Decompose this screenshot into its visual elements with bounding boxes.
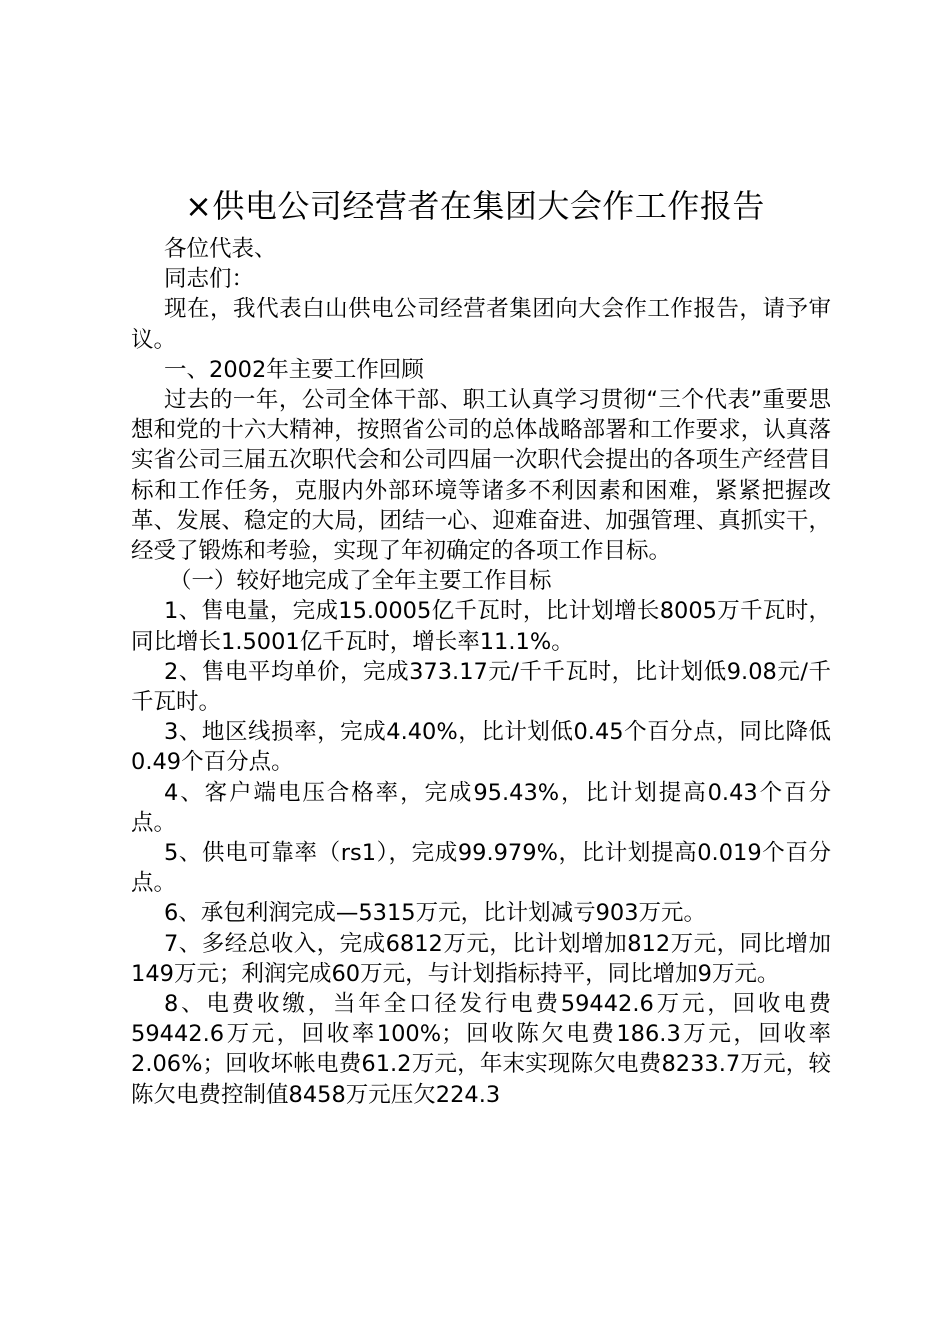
document-title: ×供电公司经营者在集团大会作工作报告 [185,187,765,225]
document-body [131,234,831,1110]
list-item: 3、地区线损率，完成4.40%，比计划低0.45个百分点，同比降低0.49个百分点。 [131,719,831,776]
salutation-line: 各位代表、 [164,236,277,262]
list-item: 4、客户端电压合格率，完成95.43%，比计划提高0.43个百分点。 [131,779,831,836]
list-item: 7、多经总收入，完成6812万元，比计划增加812万元，同比增加149万元；利润完成60万元，与计划指标持平，同比增加9万元。 [131,930,831,987]
subsection-heading: （一）较好地完成了全年主要工作目标 [169,568,552,595]
list-item: 5、供电可靠率（rs1），完成99.979%，比计划提高0.019个百分点。 [131,840,831,897]
body-paragraph: 过去的一年，公司全体干部、职工认真学习贯彻“三个代表”重要思想和党的十六大精神，按照省公司的总体战略部署和工作要求，认真落实省公司三届五次职代会和公司四届一次职代会提出的各项生产经营目标和工作任务，克服内外部环境等诸多不利因素和困难，紧紧把握改革、发展、稳定的大局，团结一心、迎难奋进、加强管理、真抓实干，经受了锻炼和考验，实现了年初确定的各项工作目标。 [131,387,831,565]
intro-paragraph: 现在，我代表白山供电公司经营者集团向大会作工作报告，请予审议。 [131,296,831,353]
section-heading: 一、2002年主要工作回顾 [164,356,424,383]
list-item: 2、售电平均单价，完成373.17元/千千瓦时，比计划低9.08元/千千瓦时。 [131,658,831,716]
list-item: 6、承包利润完成—5315万元，比计划减亏903万元。 [164,900,707,927]
salutation-line: 同志们： [164,266,255,293]
list-item: 8、电费收缴，当年全口径发行电费59442.6万元，回收电费59442.6万元，回收率100%；回收陈欠电费186.3万元，回收率2.06%；回收坏帐电费61.2万元，年末实现陈欠电费8233.7万元，较陈欠电费控制值8458万元压欠224.3 [131,991,831,1108]
list-item: 1、售电量，完成15.0005亿千瓦时，比计划增长8005万千瓦时，同比增长1.5001亿千瓦时，增长率11.1%。 [131,598,831,655]
